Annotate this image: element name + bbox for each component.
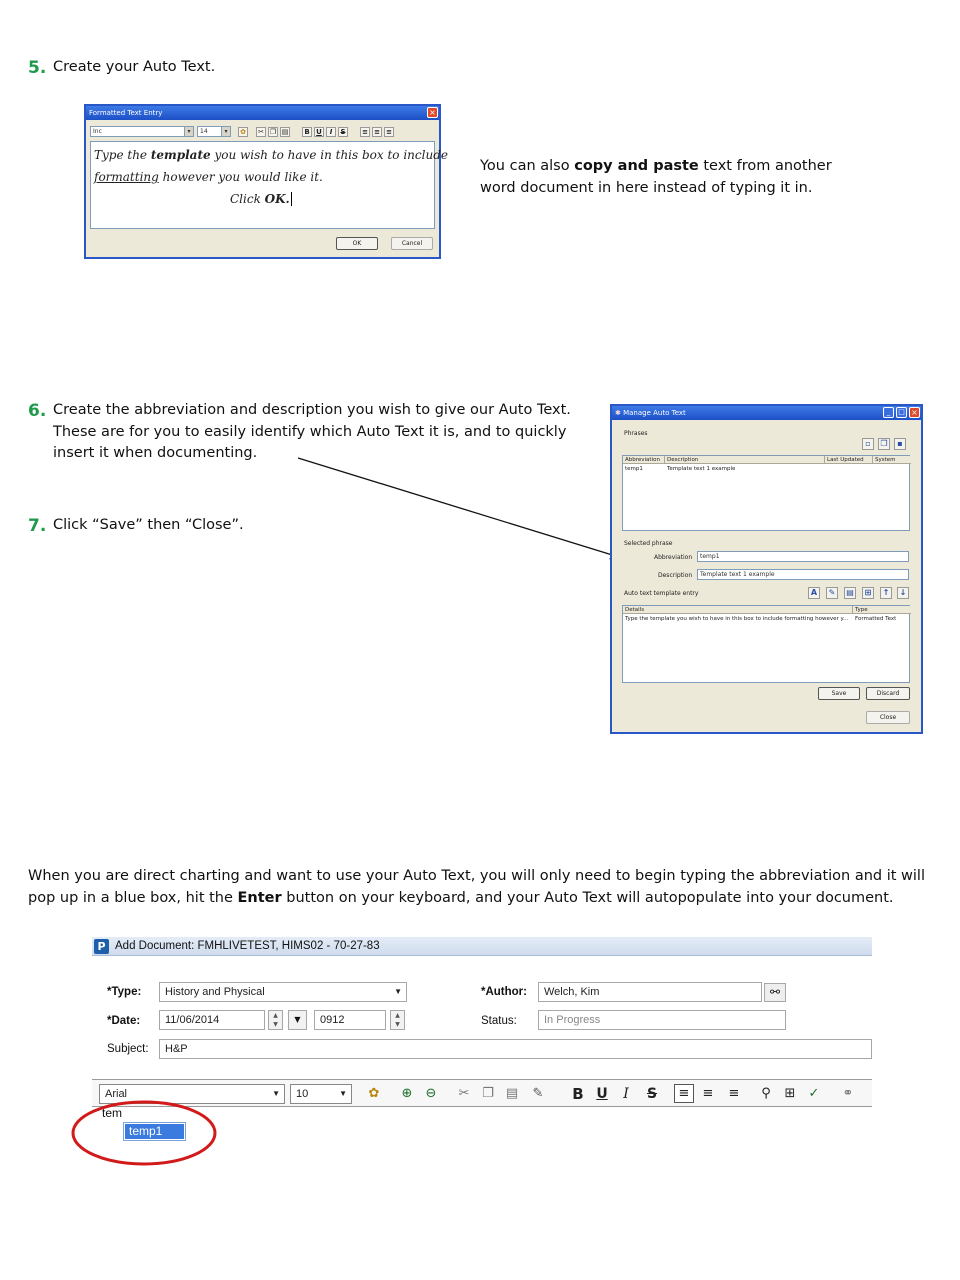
add-document-title-bar — [92, 937, 872, 956]
format-painter-icon[interactable]: ✎ — [532, 1086, 544, 1101]
step-5-text: Create your Auto Text. — [53, 59, 216, 75]
align-left-icon[interactable]: ≡ — [360, 127, 370, 137]
status-field: In Progress — [538, 1010, 786, 1030]
column-header-description[interactable]: Description — [665, 456, 825, 464]
direct-charting-paragraph: When you are direct charting and want to use your Auto Text, you will only need to begin typing the abbreviation and it will pop up in a blue box, hit the Enter button on your keyboard, and your Auto Text will autopopulate into your document. — [28, 868, 925, 906]
date-spinner[interactable]: ▲ ▼ — [268, 1010, 283, 1030]
type-value: History and Physical — [165, 986, 265, 998]
underline-icon[interactable]: U — [314, 127, 324, 137]
font-value: Arial — [105, 1088, 128, 1100]
font-icon[interactable]: A — [808, 587, 820, 599]
binoculars-icon[interactable]: ⚯ — [764, 983, 786, 1002]
size-value: 14 — [200, 128, 208, 135]
save-button[interactable]: Save — [818, 687, 860, 700]
chevron-down-icon: ▼ — [394, 987, 402, 996]
row-description[interactable]: Template text 1 example — [667, 466, 736, 472]
close-icon[interactable]: × — [427, 107, 438, 118]
typed-text: tem — [102, 1106, 123, 1120]
column-header-type[interactable]: Type — [853, 606, 911, 614]
size-value: 10 — [296, 1088, 309, 1100]
close-icon[interactable]: × — [909, 407, 920, 418]
zoom-in-icon[interactable]: ⊕ — [401, 1086, 413, 1101]
step-number-7: 7. — [28, 516, 47, 536]
up-icon[interactable]: ↑ — [880, 587, 892, 599]
autocomplete-option[interactable]: temp1 — [125, 1124, 184, 1139]
copy-paste-note: You can also copy and paste text from another word document in here instead of typing it in. — [480, 158, 832, 196]
align-center-icon[interactable]: ≡ — [702, 1086, 714, 1101]
size-select[interactable] — [290, 1084, 352, 1104]
delete-phrase-icon[interactable]: ▪ — [894, 438, 906, 450]
type-label: *Type: — [107, 986, 142, 998]
paste-icon[interactable]: ▤ — [505, 1086, 519, 1101]
type-select[interactable] — [159, 982, 407, 1002]
font-value: Inc — [93, 128, 102, 135]
subject-field[interactable]: H&P — [159, 1039, 872, 1059]
step-7-text: Click “Save” then “Close”. — [53, 517, 244, 533]
chevron-down-icon: ▾ — [184, 127, 193, 136]
cancel-button[interactable]: Cancel — [391, 237, 433, 250]
align-right-icon[interactable]: ≡ — [728, 1086, 740, 1101]
align-right-icon[interactable]: ≡ — [384, 127, 394, 137]
dialog-title: Formatted Text Entry — [89, 109, 163, 117]
strikethrough-icon[interactable]: S — [646, 1086, 658, 1102]
step-number-6: 6. — [28, 401, 47, 421]
details-list[interactable] — [622, 605, 910, 683]
italic-icon[interactable]: I — [623, 1086, 629, 1102]
down-icon[interactable]: ↓ — [897, 587, 909, 599]
phrases-label: Phrases — [624, 430, 648, 437]
details-value[interactable]: Type the template you wish to have in this box to include formatting however y... — [625, 616, 849, 622]
palette-icon[interactable]: ✿ — [368, 1086, 380, 1101]
chevron-down-icon: ▼ — [272, 1089, 280, 1098]
document-icon[interactable]: ▤ — [844, 587, 856, 599]
chevron-down-icon: ▾ — [221, 127, 230, 136]
stamp-icon[interactable]: ⚲ — [761, 1086, 771, 1101]
insert-icon[interactable]: ⊞ — [862, 587, 874, 599]
bold-icon[interactable]: B — [302, 127, 312, 137]
template-line-1: Type the template you wish to have in this box to include — [94, 148, 448, 162]
spellcheck-icon[interactable]: ✓ — [808, 1086, 820, 1101]
chevron-down-icon: ▼ — [339, 1089, 347, 1098]
template-line-2: formatting however you would like it. — [94, 170, 323, 184]
date-field[interactable]: 11/06/2014 — [159, 1010, 265, 1030]
zoom-out-icon[interactable]: ⊖ — [425, 1086, 437, 1101]
author-field[interactable]: Welch, Kim — [538, 982, 762, 1002]
copy-phrase-icon[interactable]: ❐ — [878, 438, 890, 450]
edit-icon[interactable]: ✎ — [826, 587, 838, 599]
phrases-list[interactable] — [622, 455, 910, 531]
date-label: *Date: — [107, 1015, 141, 1027]
selected-phrase-label: Selected phrase — [624, 540, 673, 547]
abbreviation-field[interactable]: temp1 — [697, 551, 909, 562]
underline-icon[interactable]: U — [596, 1086, 608, 1102]
description-field[interactable]: Template text 1 example — [697, 569, 909, 580]
italic-icon[interactable]: I — [326, 127, 336, 137]
cut-icon[interactable]: ✂ — [458, 1086, 470, 1101]
copy-icon[interactable]: ❐ — [482, 1086, 494, 1101]
dialog-title: Manage Auto Text — [623, 409, 686, 417]
step-number-5: 5. — [28, 58, 47, 78]
close-button[interactable]: Close — [866, 711, 910, 724]
column-header-abbreviation[interactable]: Abbreviation — [623, 456, 665, 464]
app-logo-icon: P — [94, 939, 109, 954]
abbreviation-label: Abbreviation — [654, 554, 693, 561]
ok-button[interactable]: OK — [336, 237, 378, 250]
palette-icon[interactable]: ✿ — [238, 127, 248, 137]
add-document-title: Add Document: FMHLIVETEST, HIMS02 - 70-27-83 — [115, 940, 380, 952]
status-label: Status: — [481, 1015, 517, 1027]
copy-icon[interactable]: ❐ — [269, 128, 277, 136]
red-highlight-circle — [60, 1095, 230, 1170]
column-header-system[interactable]: System — [873, 456, 911, 464]
time-spinner[interactable]: ▲ ▼ — [390, 1010, 405, 1030]
table-icon[interactable]: ⊞ — [784, 1086, 796, 1101]
paste-icon[interactable]: ▤ — [281, 128, 289, 136]
time-field[interactable]: 0912 — [314, 1010, 386, 1030]
maximize-icon[interactable]: □ — [896, 407, 907, 418]
discard-button[interactable]: Discard — [866, 687, 910, 700]
auto-text-entry-label: Auto text template entry — [624, 590, 699, 597]
minimize-icon[interactable]: _ — [883, 407, 894, 418]
manage-auto-text-dialog — [610, 404, 923, 734]
attachment-icon[interactable]: ⚭ — [842, 1086, 854, 1101]
cut-icon[interactable]: ✂ — [256, 127, 266, 137]
author-label: *Author: — [481, 986, 527, 998]
calendar-dropdown-icon[interactable]: ▼ — [288, 1010, 307, 1030]
template-line-3: Click OK. — [230, 192, 290, 206]
column-header-details[interactable]: Details — [623, 606, 853, 614]
align-center-icon[interactable]: ≡ — [372, 127, 382, 137]
subject-label: Subject: — [107, 1043, 149, 1055]
description-label: Description — [658, 572, 693, 579]
new-phrase-icon[interactable]: ▫ — [862, 438, 874, 450]
column-header-last-updated[interactable]: Last Updated — [825, 456, 873, 464]
type-value[interactable]: Formatted Text — [855, 616, 897, 622]
step-6-text: Create the abbreviation and description you wish to give our Auto Text. These are for you to easily identify which Auto Text it is, and to quickly insert it when documenting. — [53, 402, 571, 461]
dialog-title-bar: ✱ Manage Auto Text _ □ × — [612, 406, 921, 420]
align-left-icon[interactable]: ≡ — [674, 1084, 694, 1103]
row-abbreviation[interactable]: temp1 — [625, 466, 643, 472]
strikethrough-icon[interactable]: S — [338, 127, 348, 137]
bold-icon[interactable]: B — [572, 1085, 584, 1103]
